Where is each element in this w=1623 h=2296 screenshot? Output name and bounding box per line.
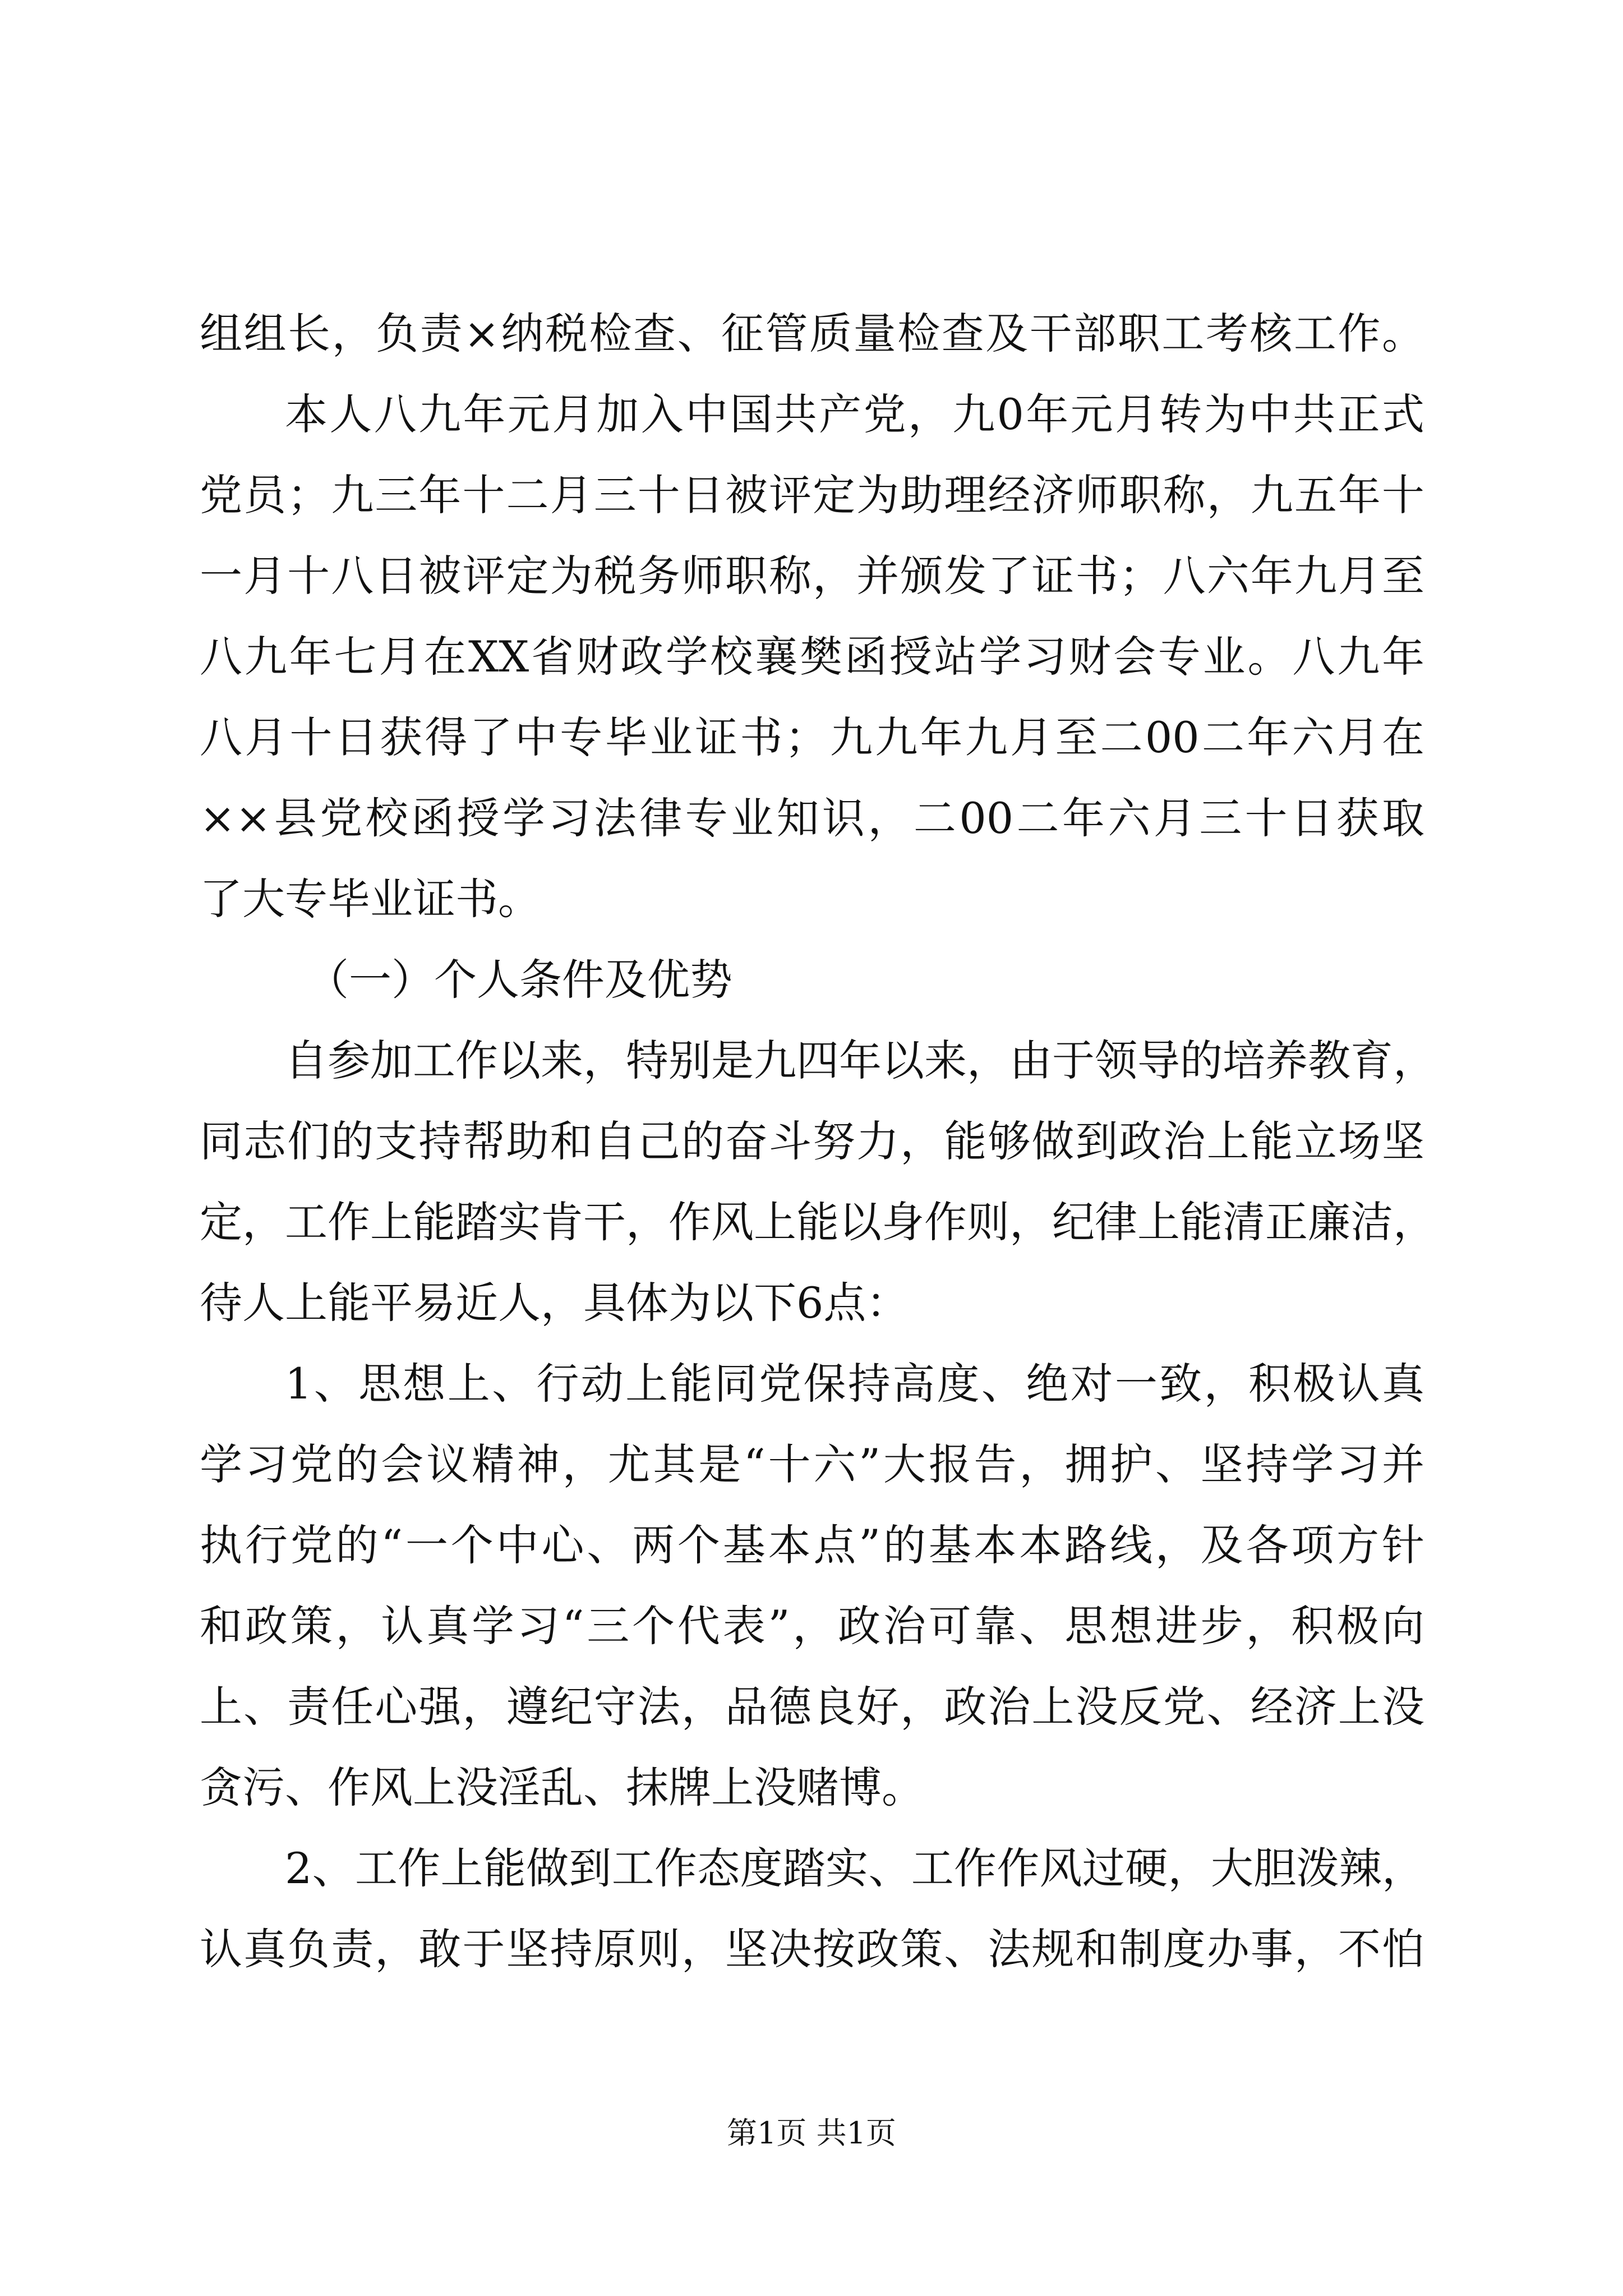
body-line: 组组长，负责×纳税检查、征管质量检查及干部职工考核工作。: [200, 309, 1424, 358]
body-line: ××县党校函授学习法律专业知识，二00二年六月三十日获取: [200, 793, 1424, 843]
body-line: 自参加工作以来，特别是九四年以来，由于领导的培养教育，: [285, 1036, 1436, 1085]
body-line: 定，工作上能踏实肯干，作风上能以身作则，纪律上能清正廉洁，: [200, 1197, 1436, 1247]
body-line: 本人八九年元月加入中国共产党，九0年元月转为中共正式: [285, 389, 1424, 439]
body-line: 党员；九三年十二月三十日被评定为助理经济师职称，九五年十: [200, 470, 1424, 520]
body-line: 一月十八日被评定为税务师职称，并颁发了证书；八六年九月至: [200, 551, 1424, 601]
body-line: 执行党的“一个中心、两个基本点”的基本本路线，及各项方针: [200, 1520, 1424, 1570]
page-footer: 第1页 共1页: [727, 2115, 896, 2151]
body-line: 和政策，认真学习“三个代表”，政治可靠、思想进步，积极向: [200, 1601, 1424, 1651]
section-heading: （一）个人条件及优势: [306, 955, 732, 1005]
document-body: [200, 293, 1436, 1990]
body-line: 上、责任心强，遵纪守法，品德良好，政治上没反党、经济上没: [200, 1682, 1424, 1732]
body-line: 八九年七月在XX省财政学校襄樊函授站学习财会专业。八九年: [200, 632, 1424, 682]
body-line: 了大专毕业证书。: [200, 874, 541, 924]
body-line: 学习党的会议精神，尤其是“十六”大报告，拥护、坚持学习并: [200, 1439, 1424, 1489]
body-line: 2、工作上能做到工作态度踏实、工作作风过硬，大胆泼辣，: [285, 1843, 1424, 1893]
body-line: 待人上能平易近人，具体为以下6点：: [200, 1278, 909, 1328]
body-line: 八月十日获得了中专毕业证书；九九年九月至二00二年六月在: [200, 712, 1424, 762]
body-line: 同志们的支持帮助和自己的奋斗努力，能够做到政治上能立场坚: [200, 1116, 1424, 1166]
body-line: 1、思想上、行动上能同党保持高度、绝对一致，积极认真: [285, 1359, 1424, 1409]
body-line: 认真负责，敢于坚持原则，坚决按政策、法规和制度办事，不怕: [200, 1924, 1424, 1974]
body-line: 贪污、作风上没淫乱、抹牌上没赌博。: [200, 1763, 924, 1812]
